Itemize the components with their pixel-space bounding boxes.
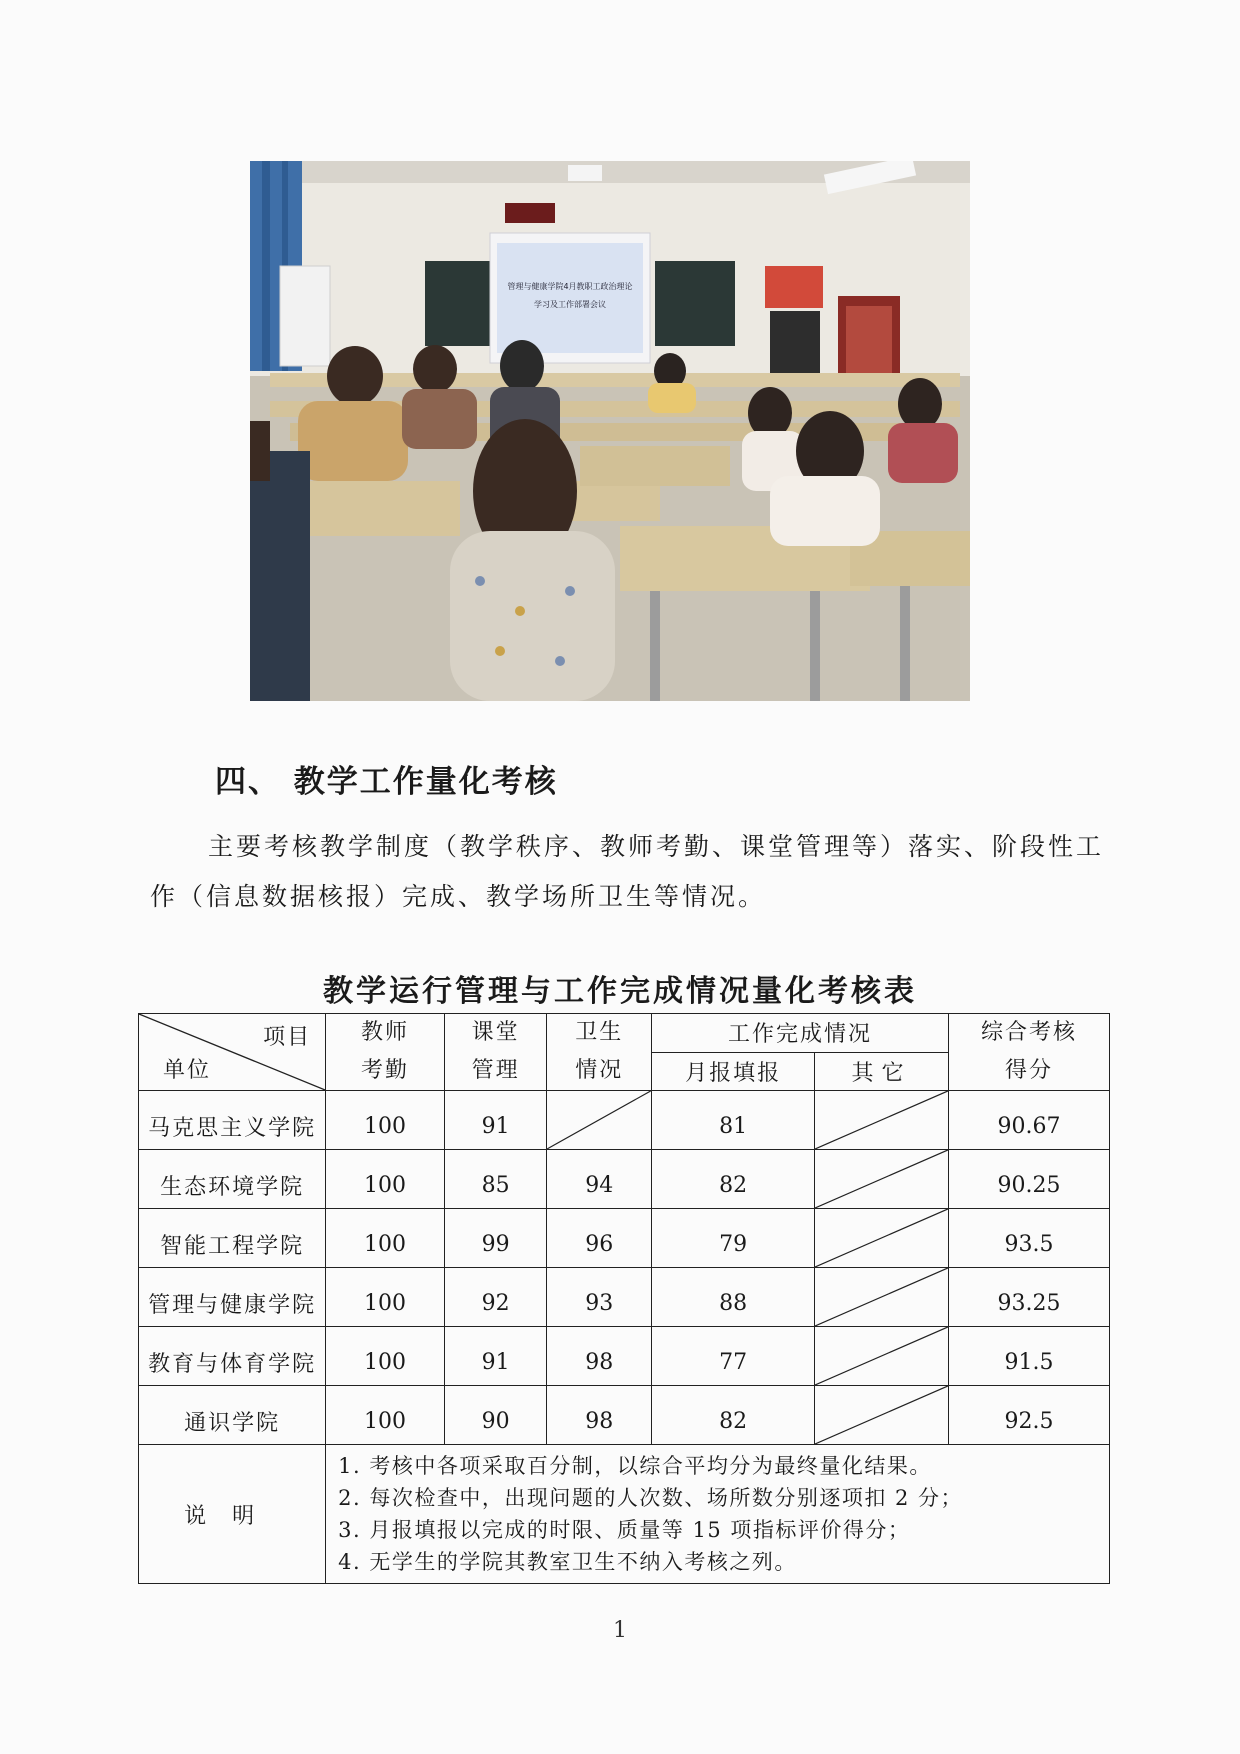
hygiene-cell: 98 (547, 1386, 652, 1445)
hygiene-cell: 98 (547, 1327, 652, 1386)
notes-list (326, 1445, 1110, 1584)
note-item: 2. 每次检查中，出现问题的人次数、场所数分别逐项扣 2 分； (338, 1486, 964, 1510)
unit-cell: 通识学院 (139, 1386, 326, 1445)
note-item: 3. 月报填报以完成的时限、质量等 15 项指标评价得分； (338, 1518, 911, 1542)
hygiene-cell-empty (547, 1091, 652, 1150)
screen-text-line2: 学习及工作部署会议 (534, 300, 606, 309)
class-cell: 90 (444, 1386, 547, 1445)
screen-text-line1: 管理与健康学院4月教职工政治理论 (507, 282, 633, 291)
other-cell-empty (815, 1150, 949, 1209)
monthly-cell: 79 (652, 1209, 815, 1268)
attendance-cell: 100 (326, 1386, 445, 1445)
note-item: 4. 无学生的学院其教室卫生不纳入考核之列。 (338, 1550, 797, 1574)
unit-cell: 马克思主义学院 (139, 1091, 326, 1150)
score-cell: 93.25 (948, 1268, 1109, 1327)
header-unit-label: 单位 (163, 1058, 212, 1083)
hygiene-cell: 93 (547, 1268, 652, 1327)
table-row (139, 1209, 1110, 1268)
header-other: 其它 (815, 1052, 949, 1091)
header-item-label: 项目 (263, 1025, 312, 1050)
hygiene-cell: 96 (547, 1209, 652, 1268)
attendance-cell: 100 (326, 1268, 445, 1327)
header-class-management: 课堂 管理 (444, 1014, 547, 1091)
header-hygiene: 卫生 情况 (547, 1014, 652, 1091)
other-cell-empty (815, 1327, 949, 1386)
table-title: 教学运行管理与工作完成情况量化考核表 (323, 974, 917, 1009)
monthly-cell: 88 (652, 1268, 815, 1327)
monthly-cell: 81 (652, 1091, 815, 1150)
table-row (139, 1268, 1110, 1327)
table-row (139, 1091, 1110, 1150)
other-cell-empty (815, 1091, 949, 1150)
attendance-cell: 100 (326, 1150, 445, 1209)
header-monthly-report: 月报填报 (652, 1052, 815, 1091)
other-cell-empty (815, 1268, 949, 1327)
class-cell: 92 (444, 1268, 547, 1327)
hygiene-cell: 94 (547, 1150, 652, 1209)
header-diagonal-cell (139, 1014, 326, 1091)
table-row (139, 1327, 1110, 1386)
score-cell: 91.5 (948, 1327, 1109, 1386)
header-work-completion: 工作完成情况 (652, 1014, 949, 1053)
monthly-cell: 77 (652, 1327, 815, 1386)
attendance-cell: 100 (326, 1091, 445, 1150)
table-row (139, 1150, 1110, 1209)
unit-cell: 智能工程学院 (139, 1209, 326, 1268)
score-cell: 92.5 (948, 1386, 1109, 1445)
meeting-photo (250, 161, 970, 701)
score-cell: 90.67 (948, 1091, 1109, 1150)
score-cell: 90.25 (948, 1150, 1109, 1209)
body-paragraph (150, 822, 1110, 922)
monthly-cell: 82 (652, 1386, 815, 1445)
other-cell-empty (815, 1209, 949, 1268)
class-cell: 91 (444, 1327, 547, 1386)
attendance-cell: 100 (326, 1327, 445, 1386)
attendance-cell: 100 (326, 1209, 445, 1268)
header-overall-score: 综合考核 得分 (948, 1014, 1109, 1091)
assessment-table (138, 1013, 1110, 1584)
note-item: 1. 考核中各项采取百分制，以综合平均分为最终量化结果。 (338, 1454, 932, 1478)
unit-cell: 管理与健康学院 (139, 1268, 326, 1327)
section-heading: 四、 教学工作量化考核 (215, 764, 558, 800)
unit-cell: 生态环境学院 (139, 1150, 326, 1209)
table-row (139, 1386, 1110, 1445)
notes-label: 说明 (139, 1445, 326, 1584)
score-cell: 93.5 (948, 1209, 1109, 1268)
unit-cell: 教育与体育学院 (139, 1327, 326, 1386)
paragraph-text: 主要考核教学制度（教学秩序、教师考勤、课堂管理等）落实、阶段性工作（信息数据核报）完成、教学场所卫生等情况。 (150, 832, 1105, 911)
class-cell: 99 (444, 1209, 547, 1268)
header-teacher-attendance: 教师 考勤 (326, 1014, 445, 1091)
class-cell: 85 (444, 1150, 547, 1209)
monthly-cell: 82 (652, 1150, 815, 1209)
notes-row (139, 1445, 1110, 1584)
other-cell-empty (815, 1386, 949, 1445)
class-cell: 91 (444, 1091, 547, 1150)
page-number: 1 (613, 1618, 627, 1643)
